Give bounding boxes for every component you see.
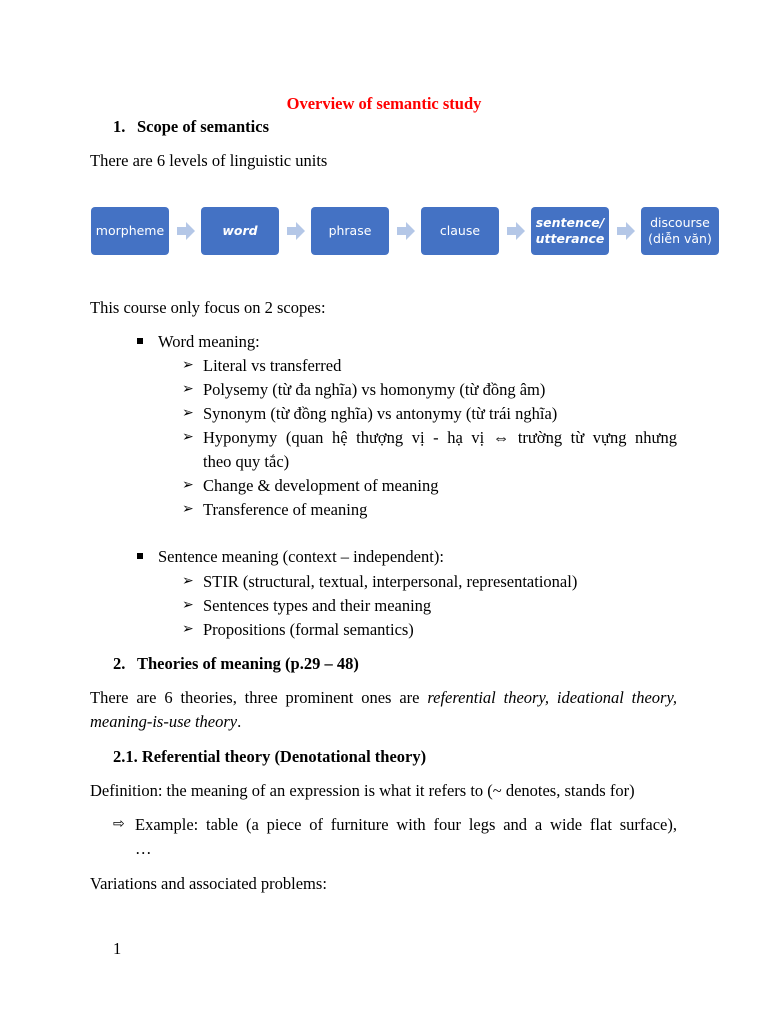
- square-bullet-icon: [137, 553, 143, 559]
- list-item: Synonym (từ đồng nghĩa) vs antonymy (từ trái nghĩa): [203, 404, 558, 423]
- page-title: Overview of semantic study: [286, 94, 482, 113]
- level-label-line2: (diễn văn): [648, 231, 712, 246]
- arrowhead-bullet-icon: ➢: [182, 429, 194, 445]
- square-bullet-icon: [137, 338, 143, 344]
- arrowhead-bullet-icon: ➢: [182, 357, 194, 373]
- separator: ,: [544, 688, 557, 707]
- arrowhead-bullet-icon: ➢: [182, 573, 194, 589]
- example-line: Example: table (a piece of furniture with four legs and a wide flat surface),: [135, 815, 677, 834]
- definition-line: Definition: the meaning of an expression is what it refers to (~ denotes, stands for): [90, 781, 635, 800]
- right-arrow-icon: [507, 222, 525, 240]
- list-item: Transference of meaning: [203, 500, 368, 519]
- list-item: Change & development of meaning: [203, 476, 439, 495]
- right-arrow-icon: [177, 222, 195, 240]
- level-label: sentence/: [535, 215, 605, 230]
- focus-line: This course only focus on 2 scopes:: [90, 298, 326, 317]
- level-box-clause: [421, 207, 499, 255]
- subsection-heading: 2.1. Referential theory (Denotational theory): [113, 747, 427, 766]
- level-box-discourse: [641, 207, 719, 255]
- section-1-number: 1.: [113, 117, 126, 136]
- list-item: Hyponymy (quan hệ thượng vị - hạ vị ⇔ trường từ vựng nhưng: [203, 428, 677, 447]
- arrowhead-bullet-icon: ➢: [182, 621, 194, 637]
- arrowhead-bullet-icon: ➢: [182, 501, 194, 517]
- section-1-heading: [113, 117, 269, 137]
- level-box-morpheme: [91, 207, 169, 255]
- paragraph-end: .: [237, 712, 242, 731]
- levels-intro: There are 6 levels of linguistic units: [90, 151, 328, 170]
- section-2-number: 2.: [113, 654, 126, 673]
- level-label-line2: utterance: [535, 231, 605, 246]
- separator: ,: [672, 688, 678, 707]
- arrowhead-bullet-icon: ➢: [182, 381, 194, 397]
- sentence-meaning-label: Sentence meaning (context – independent):: [158, 547, 444, 566]
- right-arrow-icon: [617, 222, 635, 240]
- variations-line: Variations and associated problems:: [90, 874, 327, 893]
- section-1-title: Scope of semantics: [137, 117, 269, 136]
- level-label: word: [222, 223, 258, 238]
- level-box-phrase: [311, 207, 389, 255]
- arrowhead-bullet-icon: ➢: [182, 477, 194, 493]
- level-label: clause: [439, 223, 481, 238]
- theories-paragraph-line2: [90, 712, 241, 732]
- level-box-sentence-utterance: [531, 207, 609, 255]
- level-box-word: [201, 207, 279, 255]
- arrowhead-bullet-icon: ➢: [182, 597, 194, 613]
- linguistic-levels-diagram: [90, 207, 720, 256]
- list-item: Literal vs transferred: [203, 356, 342, 375]
- arrowhead-bullet-icon: ➢: [182, 405, 194, 421]
- list-item: STIR (structural, textual, interpersonal, representational): [203, 572, 578, 591]
- word-meaning-label: Word meaning:: [158, 332, 260, 351]
- theory-name: meaning-is-use theory: [90, 712, 238, 731]
- list-item: Sentences types and their meaning: [203, 596, 432, 615]
- example-ellipsis: …: [135, 839, 152, 858]
- section-2-heading: [113, 654, 359, 674]
- paragraph-text: There are 6 theories, three prominent ones are: [90, 688, 428, 707]
- right-arrow-icon: [287, 222, 305, 240]
- section-2-title: Theories of meaning (p.29 – 48): [137, 654, 359, 673]
- level-label: discourse: [650, 215, 710, 230]
- theory-name: ideational theory: [556, 688, 673, 707]
- theories-paragraph-line1: [90, 688, 677, 708]
- level-label: morpheme: [95, 223, 165, 238]
- theory-name: referential theory: [427, 688, 545, 707]
- list-item-continuation: theo quy tắc): [203, 452, 290, 471]
- outline-arrow-icon: ⇨: [113, 816, 125, 832]
- level-label: phrase: [328, 223, 372, 238]
- list-item: Propositions (formal semantics): [203, 620, 414, 639]
- page-number: 1: [113, 939, 122, 958]
- list-item: Polysemy (từ đa nghĩa) vs homonymy (từ đồng âm): [203, 380, 546, 399]
- right-arrow-icon: [397, 222, 415, 240]
